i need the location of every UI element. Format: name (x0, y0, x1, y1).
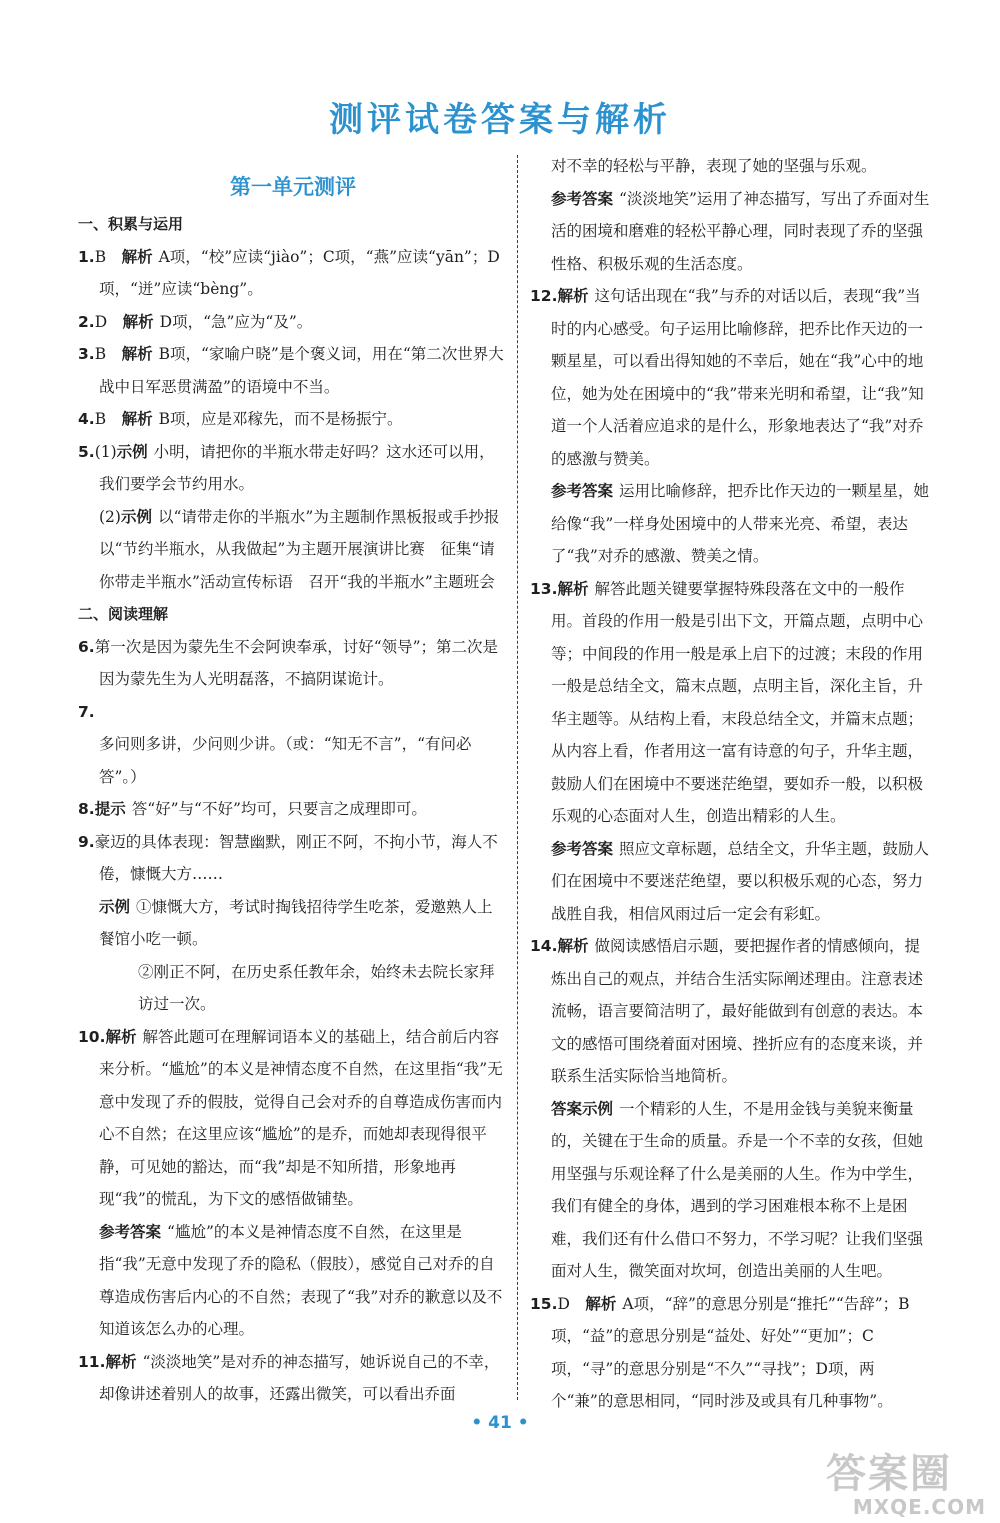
answer-tag: 答案示例 (551, 1099, 614, 1118)
answer-tag: 解析 (105, 1352, 137, 1371)
question-number: 3. (78, 345, 95, 363)
answer-paragraph (530, 280, 930, 475)
answer-choice: B (94, 345, 122, 363)
question-number: 15. (530, 1294, 558, 1313)
answer-paragraph (78, 956, 508, 1021)
answer-tag: 解析 (557, 937, 589, 955)
answer-paragraph (78, 501, 515, 599)
answer-paragraph (530, 573, 930, 833)
answer-choice: (1) (94, 442, 117, 461)
answer-text: “淡淡地笑”是对乔的神态描写，她诉说自己的不幸，却像讲述着别人的故事，还露出微笑，可以看出乔面 (99, 1352, 500, 1403)
question-number: 8. (78, 800, 95, 818)
answer-text: 多问则多讲，少问则少讲。（或：“知无不言”，“有问必答”。） (99, 735, 472, 786)
answer-tag: 解析 (121, 410, 153, 428)
answer-paragraph (530, 930, 930, 1093)
question-number: 12. (530, 287, 558, 305)
watermark-logo (826, 1452, 986, 1518)
answer-text: 豪迈的具体表现：智慧幽默，刚正不阿，不拘小节，海人不倦，慷慨大方…… (94, 832, 498, 883)
answer-tag: 参考答案 (551, 482, 614, 500)
answer-tag: 示例 (116, 442, 148, 461)
answer-tag: 解析 (121, 247, 153, 266)
answer-text: ②刚正不阿，在历史系任教年余，始终未去院长家拜访过一次。 (138, 962, 495, 1013)
left-column (78, 168, 515, 1411)
answer-text: 小明，请把你的半瓶水带走好吗？这水还可以用，我们要学会节约用水。 (99, 442, 495, 493)
answer-text: 照应文章标题，总结全文，升华主题，鼓励人们在困境中不要迷茫绝望，要以积极乐观的心态，努力战胜自我，相信风雨过后一定会有彩虹。 (551, 839, 930, 923)
answer-paragraph (78, 1346, 508, 1411)
answer-paragraph (78, 436, 508, 501)
answer-paragraph (530, 1288, 930, 1418)
answer-text: ①慷慨大方，考试时掏钱招待学生吃茶，爱邀熟人上餐馆小吃一顿。 (99, 897, 493, 948)
answer-tag: 解析 (105, 1027, 137, 1046)
question-number: 2. (78, 312, 95, 331)
answer-paragraph (530, 150, 930, 183)
section-heading: 一、积累与运用 (78, 215, 184, 233)
answer-text: A项，“辞”的意思分别是“推托”“告辞”；B项，“益”的意思分别是“益处、好处”“更加”；C项，“寻”的意思分别是“不久”“寻找”；D项，两个“兼”的意思相同，“同时涉及或具有几种事物”。 (551, 1294, 910, 1410)
answer-choice: B (94, 247, 122, 266)
answer-tag: 解析 (122, 312, 154, 331)
answer-tag: 参考答案 (99, 1222, 162, 1241)
question-number: 9. (78, 832, 95, 851)
answer-text: 答“好”与“不好”均可，只要言之成理即可。 (131, 800, 427, 818)
answer-paragraph (530, 833, 930, 931)
answer-text: 解答此题可在理解词语本义的基础上，结合前后内容来分析。“尴尬”的本义是神情态度不自然，在这里指“我”无意中发现了乔的假肢，觉得自己会对乔的自尊造成伤害而内心不自然；在这里应该“尴尬”的是乔，而她却表现得很平静，可见她的豁达，而“我”却是不知所措，形象地再现“我”的慌乱，为下文的感悟做铺垫。 (99, 1027, 503, 1208)
question-number: 14. (530, 937, 558, 955)
answer-tag: 参考答案 (551, 189, 614, 208)
watermark-big: 答案圈 (826, 1451, 952, 1497)
answer-tag: 提示 (94, 800, 126, 818)
unit-title: 第一单元测评 (230, 175, 356, 199)
answer-text: 一个精彩的人生，不是用金钱与美貌来衡量的，关键在于生命的质量。乔是一个不幸的女孩，但她用坚强与乐观诠释了什么是美丽的人生。作为中学生，我们有健全的身体，遇到的学习困难根本称不上是困难，我们还有什么借口不努力，不学习呢？让我们坚强面对人生，微笑面对坎坷，创造出美丽的人生吧。 (551, 1099, 924, 1280)
question-number: 11. (78, 1352, 106, 1371)
answer-text: 这句话出现在“我”与乔的对话以后，表现“我”当时的内心感受。句子运用比喻修辞，把乔比作天边的一颗星星，可以看出得知她的不幸后，她在“我”心中的地位，她为处在困境中的“我”带来光明和希望，让“我”知道一个人活着应追求的是什么，形象地表达了“我”对乔的感激与赞美。 (551, 287, 924, 468)
section-heading: 二、阅读理解 (78, 605, 169, 623)
question-number: 10. (78, 1027, 106, 1046)
answer-text: B项，应是邓稼先，而不是杨振宁。 (158, 410, 403, 428)
answer-paragraph (78, 1021, 508, 1216)
answer-tag: 示例 (99, 897, 131, 916)
answer-text: “尴尬”的本义是神情态度不自然，在这里是指“我”无意中发现了乔的隐私（假肢），感觉自己对乔的自尊造成伤害后内心的不自然；表现了“我”对乔的歉意以及不知道该怎么办的心理。 (99, 1222, 503, 1338)
answer-paragraph (78, 793, 508, 826)
answer-text: “淡淡地笑”运用了神态描写，写出了乔面对生活的困境和磨难的轻松平静心理，同时表现了乔的坚强性格、积极乐观的生活态度。 (551, 189, 930, 273)
answer-paragraph (78, 891, 508, 956)
question-number: 6. (78, 637, 95, 656)
page-number: • 41 • (471, 1413, 529, 1433)
answer-paragraph (530, 475, 930, 573)
answer-tag: 解析 (585, 1294, 617, 1313)
answer-choice: B (94, 410, 122, 428)
question-number: 4. (78, 410, 95, 428)
answer-text: A项，“校”应读“jiào”；C项，“燕”应读“yān”；D项，“迸”应读“bèng”。 (99, 247, 500, 298)
answer-choice: D (557, 1294, 586, 1313)
answer-paragraph (78, 241, 508, 306)
answer-paragraph (78, 696, 508, 794)
answer-text: 运用比喻修辞，把乔比作天边的一颗星星，她给像“我”一样身处困境中的人带来光亮、希望，表达了“我”对乔的感激、赞美之情。 (551, 482, 930, 565)
answer-text: 对不幸的轻松与平静，表现了她的坚强与乐观。 (551, 157, 877, 175)
answer-tag: 参考答案 (551, 839, 614, 858)
answer-paragraph (78, 1216, 508, 1346)
watermark-small: MXQE.COM (852, 1495, 986, 1519)
answer-text: 以“请带走你的半瓶水”为主题制作黑板报或手抄报 以“节约半瓶水，从我做起”为主题开展演讲比赛 征集“请你带走半瓶水”活动宣传标语 召开“我的半瓶水”主题班会 (99, 507, 515, 591)
question-number: 13. (530, 579, 558, 598)
answer-paragraph (530, 1093, 930, 1288)
answer-paragraph (78, 403, 508, 436)
answer-paragraph (78, 631, 508, 696)
answer-paragraph (78, 306, 508, 339)
answer-tag: 解析 (557, 287, 589, 305)
answer-paragraph (530, 183, 930, 281)
answer-paragraph (78, 338, 508, 403)
answer-text: B项，“家喻户晓”是个褒义词，用在“第二次世界大战中日军恶贯满盈”的语境中不当。 (99, 345, 504, 396)
right-column (530, 150, 930, 1418)
question-number: 1. (78, 247, 95, 266)
answer-text: 解答此题关键要掌握特殊段落在文中的一般作用。首段的作用一般是引出下文，开篇点题，点明中心等；中间段的作用一般是承上启下的过渡；末段的作用一般是总结全文，篇末点题，点明主旨，深化主旨，升华主题等。从结构上看，末段总结全文，并篇末点题；从内容上看，作者用这一富有诗意的句子，升华主题，鼓励人们在困境中不要迷茫绝望，要如乔一般，以积极乐观的心态面对人生，创造出精彩的人生。 (551, 579, 924, 825)
answer-paragraph (78, 826, 508, 891)
answer-text: 第一次是因为蒙先生不会阿谀奉承，讨好“领导”；第二次是因为蒙先生为人光明磊落，不搞阴谋诡计。 (94, 637, 499, 688)
page-title: 测评试卷答案与解析 (329, 100, 671, 140)
question-number: 5. (78, 442, 95, 461)
answer-text: D项，“急”应为“及”。 (159, 312, 313, 331)
answer-text: 做阅读感悟启示题，要把握作者的情感倾向，提炼出自己的观点，并结合生活实际阐述理由。注意表述流畅，语言要简洁明了，最好能做到有创意的表达。本文的感悟可围绕着面对困境、挫折应有的态度来谈，并联系生活实际恰当地简析。 (551, 937, 924, 1085)
answer-tag: 解析 (121, 345, 153, 363)
answer-tag: 解析 (557, 579, 589, 598)
answer-choice: (2) (99, 507, 121, 526)
answer-tag: 示例 (120, 507, 152, 526)
answer-choice: D (94, 312, 123, 331)
column-divider (517, 155, 518, 1400)
question-number: 7. (78, 702, 95, 721)
